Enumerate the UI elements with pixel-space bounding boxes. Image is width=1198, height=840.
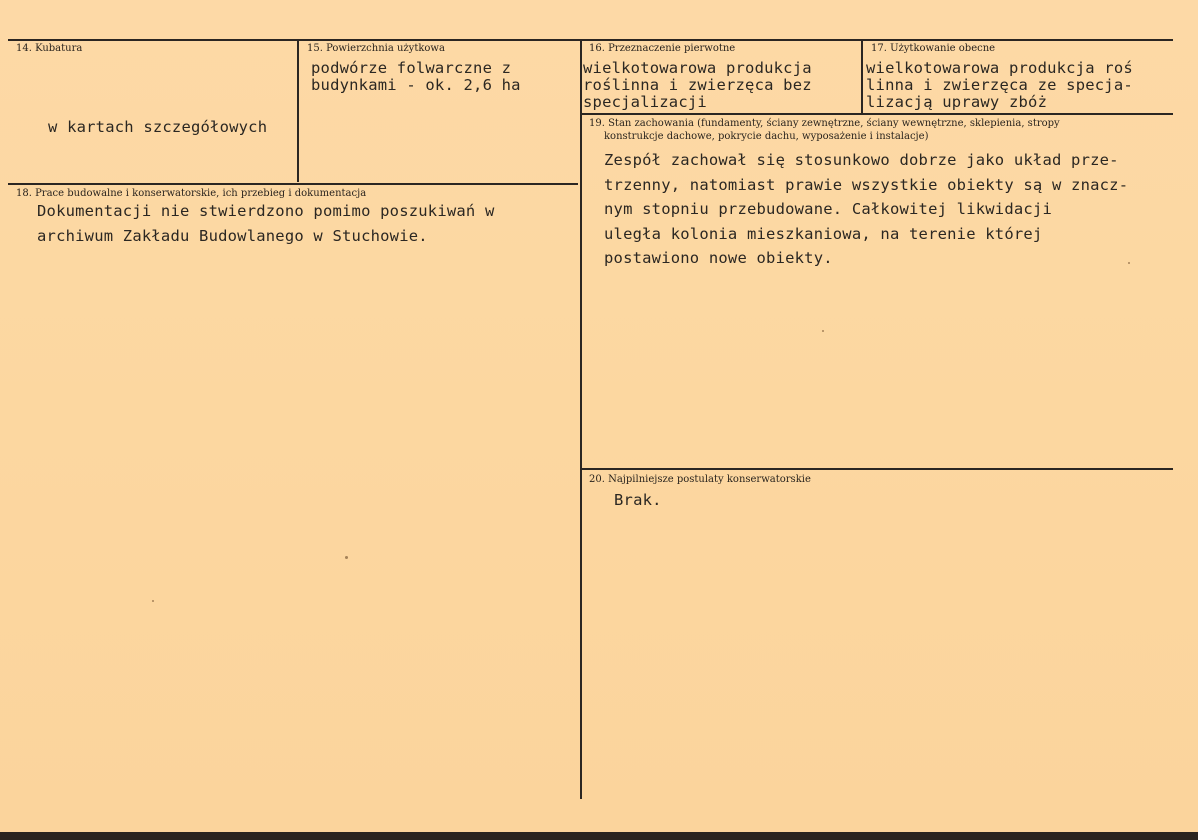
- field-19-line-2: trzenny, natomiast prawie wszystkie obiekty są w znacz-: [604, 175, 1129, 194]
- field-20-value: Brak.: [614, 491, 662, 509]
- paper-speck: [1128, 262, 1130, 264]
- field-16-value: [583, 60, 812, 111]
- field-19-label-line-1: 19. Stan zachowania (fundamenty, ściany zewnętrzne, ściany wewnętrzne, sklepienia, stropy: [589, 118, 1060, 129]
- top-rule: [8, 39, 1173, 41]
- field-14-label: 14. Kubatura: [16, 43, 83, 54]
- field-17-line-3: lizacją uprawy zbóż: [866, 93, 1048, 111]
- field-17-line-1: wielkotowarowa produkcja roś: [866, 59, 1133, 77]
- paper-speck: [152, 600, 154, 602]
- field-19-line-3: nym stopniu przebudowane. Całkowitej likwidacji: [604, 200, 1052, 218]
- field-19-value: [604, 148, 1128, 271]
- rule-below-14-15: [8, 183, 578, 185]
- divider-16-17: [861, 41, 863, 113]
- rule-below-16-17: [582, 113, 1173, 115]
- field-18-value: [37, 199, 495, 248]
- field-18-line-2: archiwum Zakładu Budowlanego w Stuchowie.: [37, 226, 428, 245]
- paper-speck: [345, 556, 348, 559]
- paper-speck: [822, 330, 824, 332]
- field-17-label: 17. Użytkowanie obecne: [871, 43, 996, 54]
- field-17-line-2: linna i zwierzęca ze specja-: [866, 76, 1133, 94]
- field-19-line-4: uległa kolonia mieszkaniowa, na terenie której: [604, 224, 1043, 243]
- field-17-value: [866, 60, 1133, 111]
- field-16-line-1: wielkotowarowa produkcja: [583, 59, 812, 77]
- field-15-line-1: podwórze folwarczne z: [311, 59, 512, 77]
- field-15-label: 15. Powierzchnia użytkowa: [307, 43, 445, 54]
- rule-above-20: [582, 468, 1173, 470]
- divider-14-15: [297, 41, 299, 182]
- field-16-line-3: specjalizacji: [583, 93, 707, 111]
- field-19-line-5: postawiono nowe obiekty.: [604, 249, 833, 267]
- field-15-value: [311, 60, 521, 94]
- field-16-label: 16. Przeznaczenie pierwotne: [589, 43, 736, 54]
- main-center-divider: [580, 41, 582, 799]
- field-14-value: w kartach szczegółowych: [48, 118, 268, 136]
- field-18-line-1: Dokumentacji nie stwierdzono pomimo poszukiwań w: [37, 202, 495, 220]
- card-bottom-edge: [0, 832, 1198, 840]
- field-19-label-line-2: konstrukcje dachowe, pokrycie dachu, wyposażenie i instalacje): [604, 131, 929, 142]
- field-19-line-1: Zespół zachował się stosunkowo dobrze jako układ prze-: [604, 151, 1119, 169]
- field-15-line-2: budynkami - ok. 2,6 ha: [311, 76, 521, 94]
- field-20-label: 20. Najpilniejsze postulaty konserwatorskie: [589, 474, 811, 485]
- field-18-label: 18. Prace budowalne i konserwatorskie, ich przebieg i dokumentacja: [16, 188, 367, 199]
- field-16-line-2: roślinna i zwierzęca bez: [583, 76, 812, 94]
